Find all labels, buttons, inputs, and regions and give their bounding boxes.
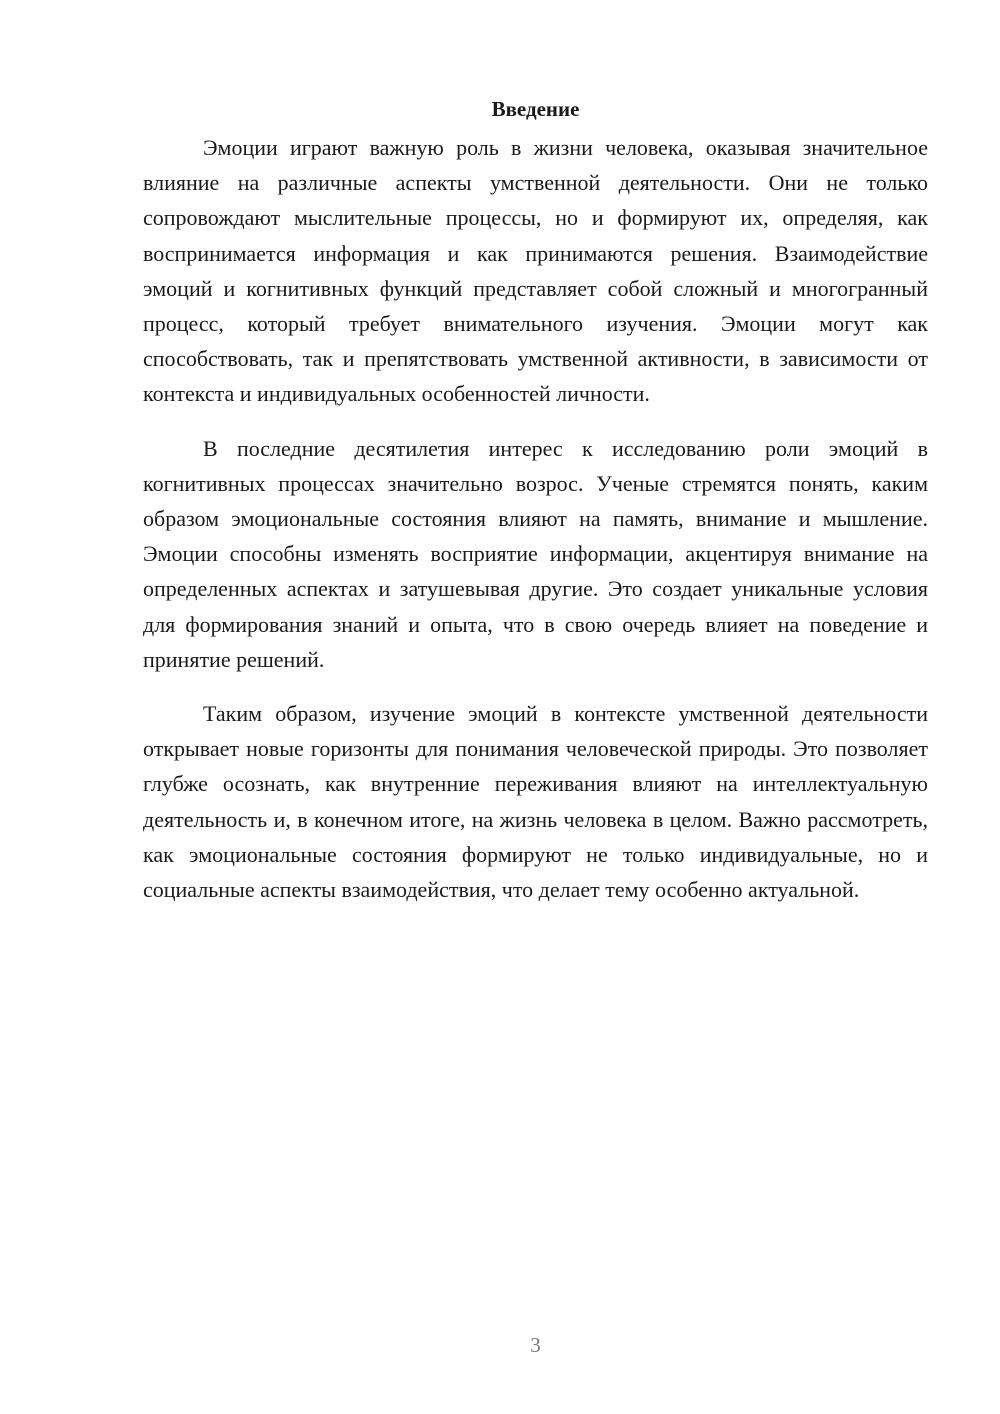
paragraph-3: Таким образом, изучение эмоций в контексте умственной деятельности открывает новые горизонты для понимания человеческой природы. Это позволяет глубже осознать, как внутренние переживания влияют на интеллектуальную деятельность и, в конечном итоге, на жизнь человека в целом. Важно рассмотреть, как эмоциональные состояния формируют не только индивидуальные, но и социальные аспекты взаимодействия, что делает тему особенно актуальной. (143, 701, 928, 903)
page-content (143, 92, 928, 926)
section-title: Введение (491, 97, 580, 121)
page-number: 3 (530, 1333, 541, 1357)
paragraph-2: В последние десятилетия интерес к исследованию роли эмоций в когнитивных процессах значительно возрос. Ученые стремятся понять, каким образом эмоциональные состояния влияют на память, внимание и мышление. Эмоции способны изменять восприятие информации, акцентируя внимание на определенных аспектах и затушевывая другие. Это создает уникальные условия для формирования знаний и опыта, что в свою очередь влияет на поведение и принятие решений. (143, 435, 928, 672)
paragraph-1: Эмоции играют важную роль в жизни человека, оказывая значительное влияние на различные аспекты умственной деятельности. Они не только сопровождают мыслительные процессы, но и формируют их, определяя, как воспринимается информация и как принимаются решения. Взаимодействие эмоций и когнитивных функций представляет собой сложный и многогранный процесс, который требует внимательного изучения. Эмоции могут как способствовать, так и препятствовать умственной активности, в зависимости от контекста и индивидуальных особенностей личности. (143, 135, 928, 407)
